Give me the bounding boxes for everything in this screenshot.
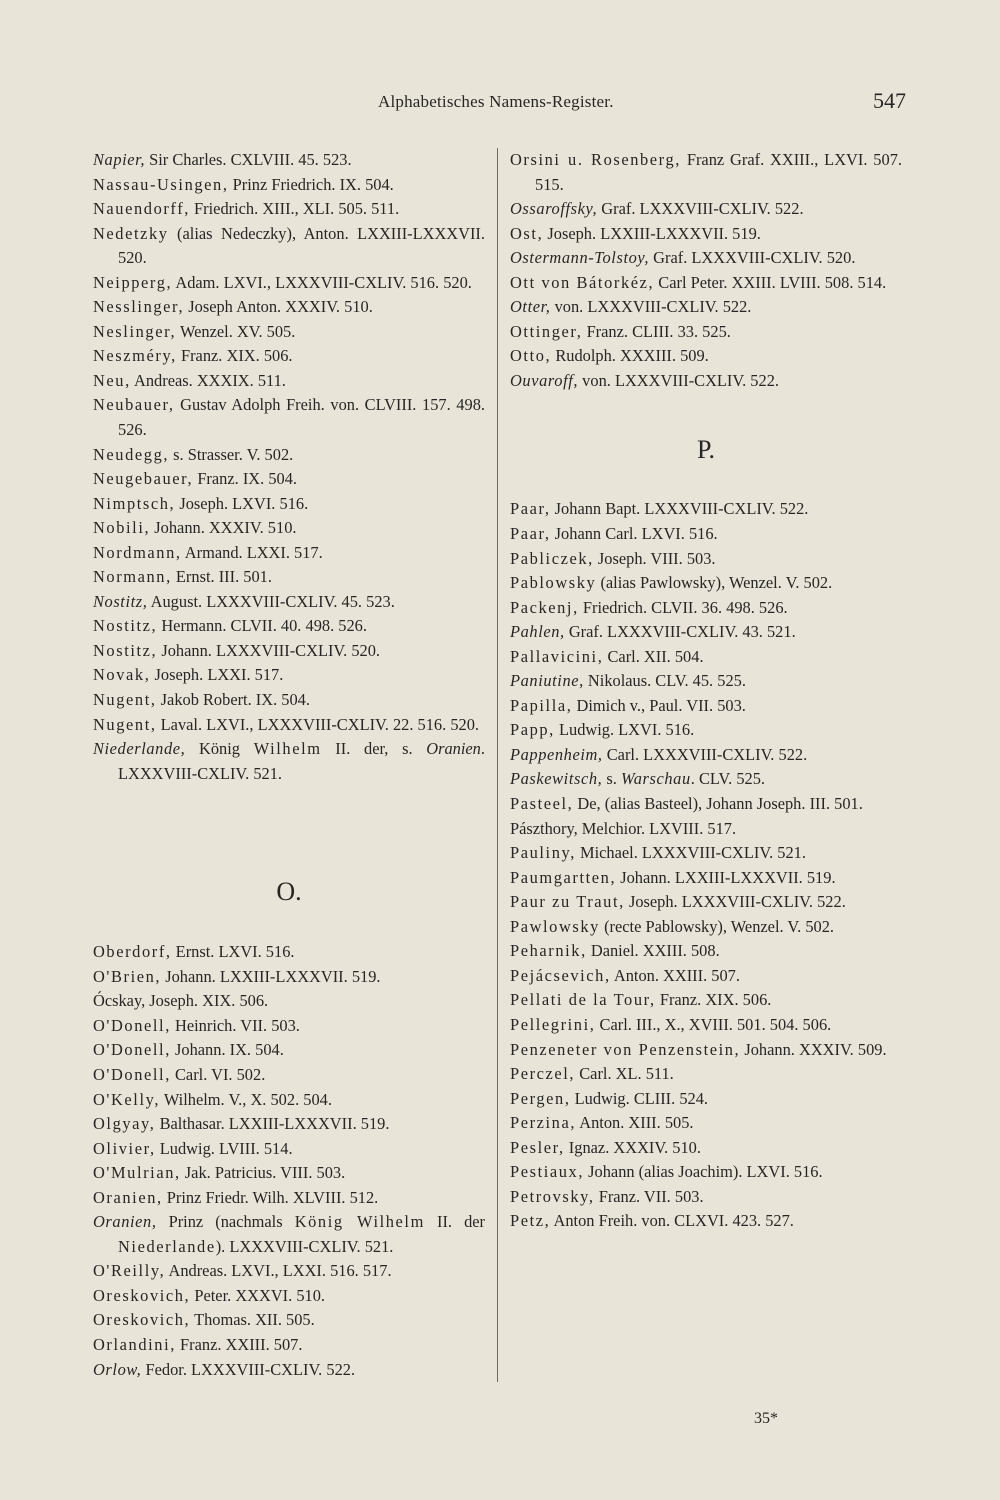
entry-name: Perczel, bbox=[510, 1064, 576, 1084]
entry-references: Andreas. XXXIX. 511. bbox=[130, 370, 286, 390]
entry-references: Melchior. LXVIII. 517. bbox=[577, 818, 737, 838]
index-entry bbox=[510, 320, 902, 345]
entry-name: Orsini u. Rosenberg, bbox=[510, 150, 681, 169]
entry-references: Johann Bapt. LXXXVIII-CXLIV. 522. bbox=[550, 499, 809, 519]
entry-name: Otto, bbox=[510, 346, 552, 366]
entry-references: Michael. LXXXVIII-CXLIV. 521. bbox=[575, 843, 806, 863]
index-entry bbox=[93, 516, 485, 541]
index-entry bbox=[510, 497, 902, 522]
entry-list bbox=[93, 148, 485, 737]
signature-mark: 35* bbox=[754, 1410, 778, 1427]
entry-references: Franz. IX. 504. bbox=[193, 469, 298, 489]
index-entry: Niederlande, König Wilhelm II. der, s. Oranien. LXXXVIII-CXLIV. 521. bbox=[93, 739, 485, 783]
entry-name: Neipperg, bbox=[93, 272, 173, 292]
entry-name: Normann, bbox=[93, 567, 172, 587]
entry-name: O'Donell, bbox=[93, 1064, 171, 1084]
entry-name: Ott von Bátorkéz, bbox=[510, 272, 655, 292]
entry-list bbox=[510, 497, 902, 767]
entry-references: Franz. XXIII. 507. bbox=[175, 1334, 303, 1354]
index-entry bbox=[93, 1358, 485, 1383]
entry-name: Oreskovich, bbox=[93, 1310, 191, 1330]
entry-references: Carl. XL. 511. bbox=[575, 1064, 674, 1084]
index-entry bbox=[510, 571, 902, 596]
index-entry bbox=[510, 620, 902, 645]
entry-name: Nauendorff, bbox=[93, 199, 190, 219]
entry-name: Peharnik, bbox=[510, 941, 587, 961]
index-entry bbox=[93, 295, 485, 320]
entry-name: Nordmann, bbox=[93, 542, 182, 562]
index-entry bbox=[93, 1014, 485, 1039]
index-entry bbox=[93, 590, 485, 615]
index-entry bbox=[93, 1259, 485, 1284]
index-entry bbox=[93, 1112, 485, 1137]
index-entry bbox=[510, 1013, 902, 1038]
entry-references: Dimich v., Paul. VII. 503. bbox=[572, 695, 746, 715]
entry-references: De, (alias Basteel), Johann Joseph. III. 501. bbox=[573, 794, 863, 814]
index-entry bbox=[93, 989, 485, 1014]
entry-name: Pablowsky bbox=[510, 573, 597, 593]
index-entry bbox=[93, 1308, 485, 1333]
index-entry bbox=[510, 645, 902, 670]
index-entry bbox=[510, 148, 902, 197]
entry-name: Neslinger, bbox=[93, 321, 177, 341]
entry-references: (recte Pablowsky), Wenzel. V. 502. bbox=[599, 916, 835, 936]
index-entry bbox=[510, 1136, 902, 1161]
entry-references: Thomas. XII. 505. bbox=[190, 1310, 315, 1330]
index-entry bbox=[93, 369, 485, 394]
entry-references: von. LXXXVIII-CXLIV. 522. bbox=[578, 370, 779, 390]
index-entry bbox=[510, 669, 902, 694]
entry-references: Ludwig. CLIII. 524. bbox=[570, 1088, 709, 1108]
entry-list bbox=[510, 792, 902, 1234]
entry-references: Peter. XXXVI. 510. bbox=[190, 1285, 326, 1305]
index-entry bbox=[93, 148, 485, 173]
entry-name: Ossaroffsky, bbox=[510, 199, 598, 219]
entry-references: Wilhelm. V., X. 502. 504. bbox=[160, 1089, 332, 1109]
entry-references: August. LXXXVIII-CXLIV. 45. 523. bbox=[147, 591, 395, 611]
entry-name: Otter, bbox=[510, 297, 551, 317]
entry-references: Joseph Anton. XXXIV. 510. bbox=[184, 297, 373, 317]
entry-name: Ottinger, bbox=[510, 321, 583, 341]
entry-name: Pawlowsky bbox=[510, 916, 600, 936]
entry-name: O'Kelly, bbox=[93, 1089, 161, 1109]
entry-references: Johann. LXXIII-LXXXVII. 519. bbox=[616, 867, 836, 887]
index-entry bbox=[510, 1209, 902, 1234]
entry-references: Joseph. LXXIII-LXXXVII. 519. bbox=[543, 223, 761, 243]
entry-references: Franz. CLIII. 33. 525. bbox=[582, 321, 731, 341]
index-entry bbox=[93, 1284, 485, 1309]
index-entry bbox=[510, 841, 902, 866]
entry-references: Graf. LXXXVIII-CXLIV. 520. bbox=[649, 248, 856, 268]
entry-list bbox=[510, 148, 902, 393]
index-entry bbox=[93, 614, 485, 639]
entry-name: Pahlen, bbox=[510, 622, 565, 642]
entry-references: Carl. VI. 502. bbox=[170, 1064, 266, 1084]
index-entry bbox=[93, 173, 485, 198]
index-entry bbox=[93, 492, 485, 517]
entry-name: Pauliny, bbox=[510, 843, 576, 863]
entry-name: Oberdorf, bbox=[93, 942, 172, 962]
entry-references: Anton. XXIII. 507. bbox=[610, 965, 740, 985]
index-entry bbox=[510, 596, 902, 621]
entry-references: Andreas. LXVI., LXXI. 516. 517. bbox=[165, 1261, 392, 1281]
index-entry bbox=[93, 940, 485, 965]
entry-references: (alias Pawlowsky), Wenzel. V. 502. bbox=[596, 573, 833, 593]
entry-references: Hermann. CLVII. 40. 498. 526. bbox=[157, 616, 367, 636]
entry-name: Neubauer, bbox=[93, 395, 175, 415]
entry-name: Pestiaux, bbox=[510, 1162, 585, 1182]
entry-references: Ignaz. XXXIV. 510. bbox=[564, 1137, 701, 1157]
entry-name: Pellegrini, bbox=[510, 1014, 596, 1034]
entry-name: Pasteel, bbox=[510, 794, 574, 814]
entry-references: Friedrich. XIII., XLI. 505. 511. bbox=[189, 199, 400, 219]
entry-name: Pergen, bbox=[510, 1088, 571, 1108]
entry-references: Johann Carl. LXVI. 516. bbox=[550, 524, 718, 544]
page-number: 547 bbox=[873, 88, 906, 113]
index-entry bbox=[510, 915, 902, 940]
index-entry bbox=[510, 246, 902, 271]
entry-references: Franz. XIX. 506. bbox=[176, 346, 293, 366]
entry-references: Gustav Adolph Freih. von. CLVIII. 157. 498. 526. bbox=[118, 395, 485, 440]
entry-references: Heinrich. VII. 503. bbox=[170, 1015, 300, 1035]
entry-name: Packenj, bbox=[510, 597, 579, 617]
index-entry bbox=[93, 467, 485, 492]
entry-name: O'Donell, bbox=[93, 1015, 171, 1035]
entry-name: Penzeneter von Penzenstein, bbox=[510, 1039, 741, 1059]
entry-name: Neszméry, bbox=[93, 346, 177, 366]
entry-references: Anton Freih. von. CLXVI. 423. 527. bbox=[550, 1211, 794, 1231]
entry-name: O'Brien, bbox=[93, 966, 162, 986]
entry-references: Johann. XXXIV. 509. bbox=[740, 1039, 887, 1059]
entry-references: Ludwig. LXVI. 516. bbox=[554, 720, 695, 740]
index-entry bbox=[510, 222, 902, 247]
entry-name: Olivier, bbox=[93, 1138, 156, 1158]
entry-references: Laval. LXVI., LXXXVIII-CXLIV. 22. 516. 520. bbox=[156, 714, 480, 734]
index-entry bbox=[93, 713, 485, 738]
entry-references: Joseph. LXXI. 517. bbox=[150, 665, 284, 685]
entry-references: Carl. III., X., XVIII. 501. 504. 506. bbox=[595, 1014, 832, 1034]
entry-name: Nedetzky bbox=[93, 223, 169, 243]
index-entry bbox=[510, 197, 902, 222]
entry-name: Pejácsevich, bbox=[510, 965, 611, 985]
entry-references: Joseph. LXVI. 516. bbox=[175, 493, 309, 513]
column-divider bbox=[497, 148, 498, 1382]
entry-references: Carl Peter. XXIII. LVIII. 508. 514. bbox=[654, 272, 887, 292]
entry-references: Franz. XIX. 506. bbox=[655, 990, 772, 1010]
entry-references: Johann. XXXIV. 510. bbox=[150, 518, 297, 538]
entry-name: Pallavicini, bbox=[510, 646, 604, 666]
entry-name: Ócskay, bbox=[93, 991, 146, 1011]
index-entry bbox=[510, 1160, 902, 1185]
entry-name: Nostitz, bbox=[93, 640, 158, 660]
entry-name: Nostitz, bbox=[93, 616, 158, 636]
entry-name: Pappenheim, bbox=[510, 744, 603, 764]
entry-references: Carl. LXXXVIII-CXLIV. 522. bbox=[602, 744, 808, 764]
entry-name: Nobili, bbox=[93, 518, 151, 538]
entry-references: Joseph. LXXXVIII-CXLIV. 522. bbox=[624, 892, 846, 912]
entry-references: Jak. Patricius. VIII. 503. bbox=[180, 1163, 346, 1183]
entry-references: Anton. XIII. 505. bbox=[576, 1113, 694, 1133]
index-entry bbox=[510, 522, 902, 547]
entry-references: Wenzel. XV. 505. bbox=[176, 321, 296, 341]
index-entry bbox=[510, 1087, 902, 1112]
index-entry bbox=[510, 743, 902, 768]
entry-name: Nesslinger, bbox=[93, 297, 185, 317]
entry-references: Jakob Robert. IX. 504. bbox=[156, 690, 310, 710]
entry-name: Perzina, bbox=[510, 1113, 577, 1133]
index-entry bbox=[510, 792, 902, 817]
entry-references: Carl. XII. 504. bbox=[603, 646, 704, 666]
entry-name: Nugent, bbox=[93, 714, 157, 734]
left-column bbox=[93, 148, 485, 1382]
index-entry bbox=[510, 890, 902, 915]
index-entry bbox=[510, 1111, 902, 1136]
index-entry bbox=[510, 694, 902, 719]
entry-list bbox=[93, 1259, 485, 1382]
entry-name: Paur zu Traut, bbox=[510, 892, 625, 912]
index-entry bbox=[510, 1062, 902, 1087]
entry-name: Napier, bbox=[93, 150, 146, 169]
entry-references: Franz. VII. 503. bbox=[594, 1186, 704, 1206]
entry-name: Pesler, bbox=[510, 1137, 565, 1157]
entry-name: Neugebauer, bbox=[93, 469, 194, 489]
entry-references: Graf. LXXXVIII-CXLIV. 43. 521. bbox=[564, 622, 796, 642]
entry-name: Ost, bbox=[510, 223, 544, 243]
entry-name: Oranien, bbox=[93, 1187, 163, 1207]
entry-name: Orlow, bbox=[93, 1359, 142, 1379]
entry-references: Joseph. VIII. 503. bbox=[593, 548, 716, 568]
entry-references: Nikolaus. CLV. 45. 525. bbox=[583, 671, 746, 691]
right-column bbox=[510, 148, 902, 1234]
index-entry bbox=[93, 1038, 485, 1063]
entry-name: Nassau-Usingen, bbox=[93, 174, 229, 194]
index-entry bbox=[93, 271, 485, 296]
index-entry bbox=[510, 271, 902, 296]
entry-references: Prinz Friedr. Wilh. XLVIII. 512. bbox=[162, 1187, 379, 1207]
entry-name: Paar, bbox=[510, 499, 551, 519]
index-entry bbox=[93, 1063, 485, 1088]
entry-name: Petrovsky, bbox=[510, 1186, 595, 1206]
entry-name: Neu, bbox=[93, 370, 131, 390]
index-entry bbox=[93, 222, 485, 271]
index-entry bbox=[510, 817, 902, 842]
entry-name: Neudegg, bbox=[93, 444, 170, 464]
index-entry bbox=[93, 1088, 485, 1113]
entry-name: Novak, bbox=[93, 665, 151, 685]
entry-name: Nimptsch, bbox=[93, 493, 176, 513]
entry-references: Rudolph. XXXIII. 509. bbox=[551, 346, 709, 366]
entry-name: O'Mulrian, bbox=[93, 1163, 181, 1183]
index-entry: Paskewitsch, s. Warschau. CLV. 525. bbox=[510, 769, 766, 789]
index-entry bbox=[93, 688, 485, 713]
index-entry bbox=[93, 344, 485, 369]
entry-references: Ernst. III. 501. bbox=[171, 567, 272, 587]
entry-name: Ouvaroff, bbox=[510, 370, 579, 390]
index-entry bbox=[93, 1186, 485, 1211]
index-entry bbox=[93, 1161, 485, 1186]
entry-name: Nostitz, bbox=[93, 591, 148, 611]
entry-name: Pabliczek, bbox=[510, 548, 594, 568]
entry-references: Fedor. LXXXVIII-CXLIV. 522. bbox=[141, 1359, 356, 1379]
entry-references: Adam. LXVI., LXXXVIII-CXLIV. 516. 520. bbox=[172, 272, 472, 292]
section-letter-p: P. bbox=[696, 435, 716, 465]
entry-references: (alias Nedeczky), Anton. LXXIII-LXXXVII. 520. bbox=[118, 223, 485, 268]
index-entry bbox=[93, 1333, 485, 1358]
entry-name: Papp, bbox=[510, 720, 555, 740]
entry-name: Paumgartten, bbox=[510, 867, 617, 887]
entry-references: Franz Graf. XXIII., LXVI. 507. 515. bbox=[535, 150, 902, 194]
index-entry bbox=[510, 718, 902, 743]
entry-references: Joseph. XIX. 506. bbox=[145, 991, 269, 1011]
index-entry bbox=[510, 964, 902, 989]
section-letter-o: O. bbox=[276, 877, 302, 907]
entry-name: O'Reilly, bbox=[93, 1261, 166, 1281]
entry-references: Ernst. LXVI. 516. bbox=[171, 942, 295, 962]
entry-name: Pellati de la Tour, bbox=[510, 990, 656, 1010]
index-entry bbox=[93, 663, 485, 688]
index-entry bbox=[93, 197, 485, 222]
entry-references: von. LXXXVIII-CXLIV. 522. bbox=[550, 297, 752, 317]
index-entry bbox=[93, 565, 485, 590]
entry-name: Petz, bbox=[510, 1211, 551, 1231]
entry-name: Ostermann-Tolstoy, bbox=[510, 248, 650, 268]
index-entry bbox=[510, 369, 902, 394]
index-entry bbox=[93, 541, 485, 566]
entry-references: Johann (alias Joachim). LXVI. 516. bbox=[584, 1162, 823, 1182]
index-entry bbox=[510, 295, 902, 320]
entry-references: Armand. LXXI. 517. bbox=[181, 542, 323, 562]
index-entry bbox=[510, 1185, 902, 1210]
entry-name: Oreskovich, bbox=[93, 1285, 191, 1305]
entry-list bbox=[93, 940, 485, 1210]
index-entry bbox=[510, 1038, 902, 1063]
entry-references: Johann. IX. 504. bbox=[170, 1040, 284, 1060]
entry-references: Balthasar. LXXIII-LXXXVII. 519. bbox=[155, 1114, 390, 1134]
entry-name: Nugent, bbox=[93, 690, 157, 710]
entry-name: Papilla, bbox=[510, 695, 573, 715]
index-entry bbox=[93, 393, 485, 442]
entry-references: Prinz Friedrich. IX. 504. bbox=[228, 174, 394, 194]
entry-references: Johann. LXXIII-LXXXVII. 519. bbox=[161, 966, 381, 986]
entry-references: Graf. LXXXVIII-CXLIV. 522. bbox=[597, 199, 804, 219]
entry-references: Daniel. XXIII. 508. bbox=[586, 941, 720, 961]
entry-references: Friedrich. CLVII. 36. 498. 526. bbox=[578, 597, 788, 617]
index-entry: Oranien, Prinz (nachmals König Wilhelm II. der Niederlande). LXXXVIII-CXLIV. 521. bbox=[93, 1212, 486, 1256]
index-entry bbox=[93, 320, 485, 345]
entry-references: Sir Charles. CXLVIII. 45. 523. bbox=[145, 150, 352, 169]
entry-name: Orlandini, bbox=[93, 1334, 176, 1354]
entry-name: Pászthory, bbox=[510, 818, 578, 838]
entry-name: Paar, bbox=[510, 524, 551, 544]
index-entry bbox=[510, 988, 902, 1013]
index-entry bbox=[510, 547, 902, 572]
index-entry bbox=[510, 866, 902, 891]
index-entry bbox=[93, 965, 485, 990]
entry-name: O'Donell, bbox=[93, 1040, 171, 1060]
running-title: Alphabetisches Namens-Register. bbox=[378, 92, 614, 111]
index-entry bbox=[510, 344, 902, 369]
entry-references: s. Strasser. V. 502. bbox=[169, 444, 294, 464]
entry-name: Olgyay, bbox=[93, 1114, 156, 1134]
index-entry bbox=[93, 1137, 485, 1162]
entry-references: Johann. LXXXVIII-CXLIV. 520. bbox=[157, 640, 381, 660]
index-entry bbox=[510, 939, 902, 964]
entry-name: Paniutine, bbox=[510, 671, 584, 691]
index-entry bbox=[93, 639, 485, 664]
entry-references: Ludwig. LVIII. 514. bbox=[155, 1138, 293, 1158]
index-entry bbox=[93, 443, 485, 468]
